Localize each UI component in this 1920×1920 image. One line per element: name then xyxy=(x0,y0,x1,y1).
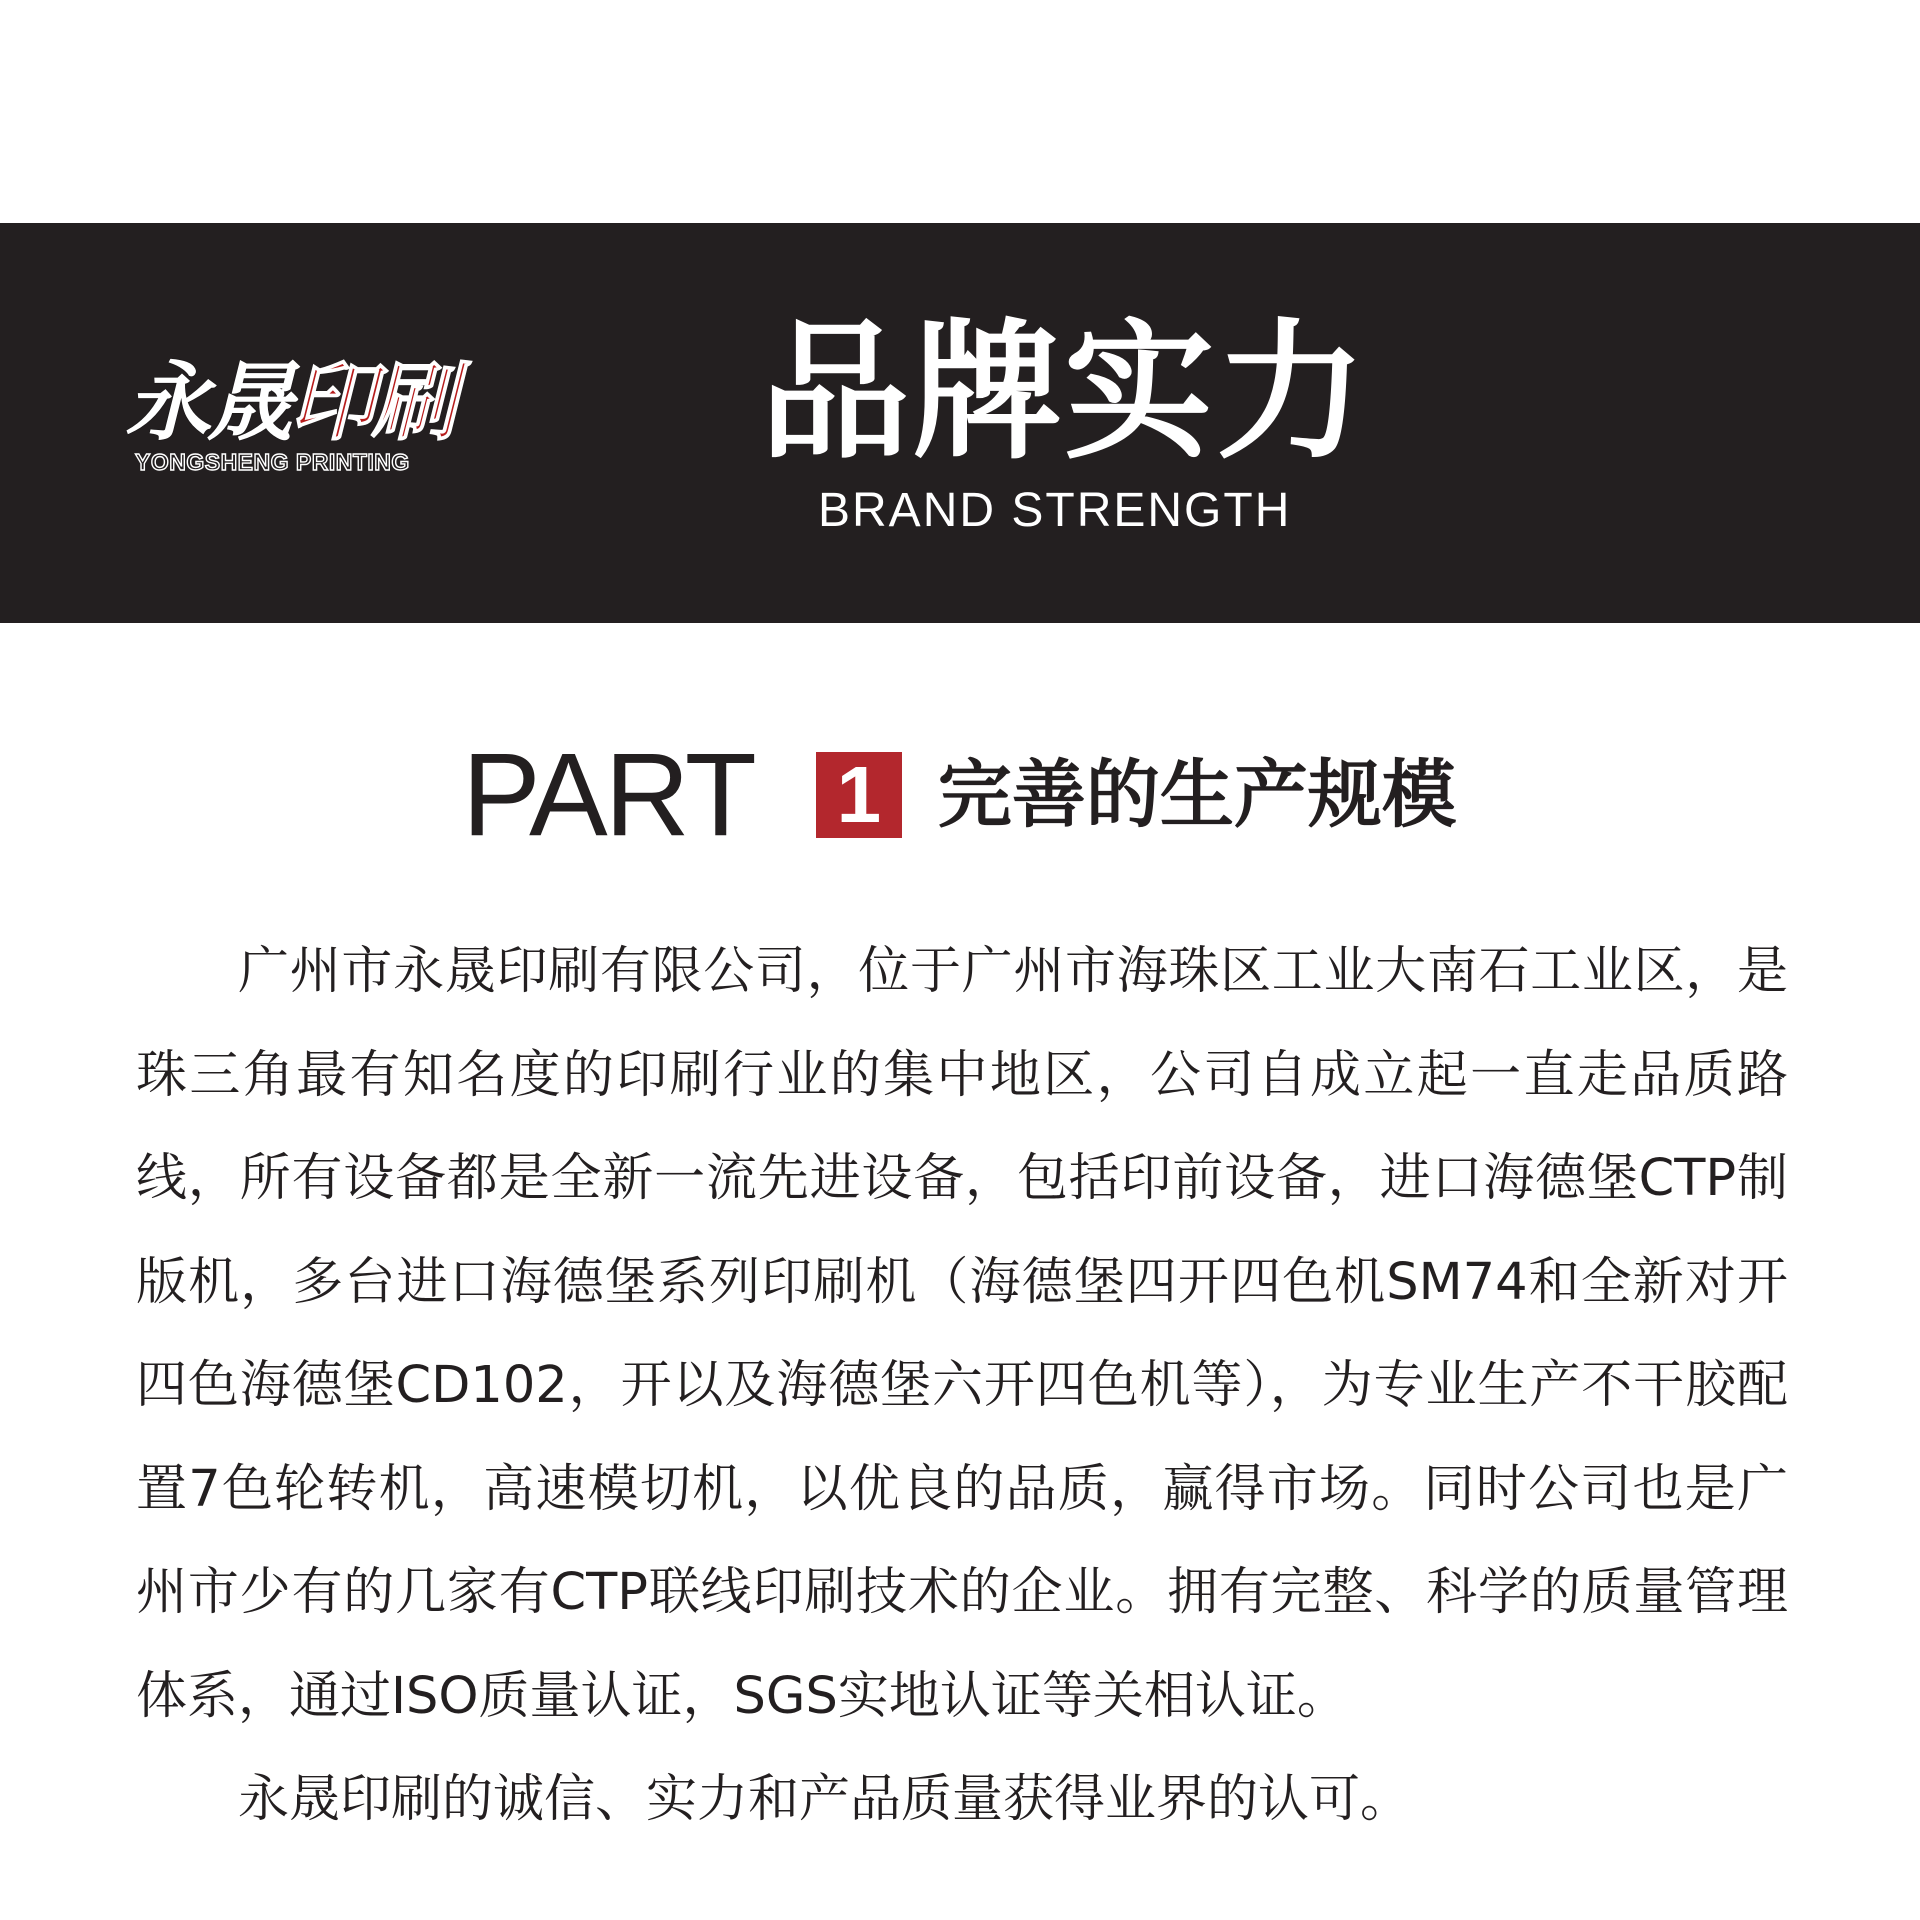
section-title: 完善的生产规模 xyxy=(937,752,1456,838)
part-label: PART xyxy=(462,729,754,861)
logo-chinese-name xyxy=(125,353,453,453)
company-logo xyxy=(125,353,505,493)
section-heading xyxy=(462,729,1456,861)
body-text xyxy=(136,920,1788,1852)
paragraph-company-intro: 广州市永晟印刷有限公司，位于广州市海珠区工业大南石工业区，是珠三角最有知名度的印刷行业的集中地区，公司自成立起一直走品质路线，所有设备都是全新一流先进设备，包括印前设备，进口海德堡CTP制版机，多台进口海德堡系列印刷机（海德堡四开四色机SM74和全新对开四色海德堡CD102，开以及海德堡六开四色机等），为专业生产不干胶配置7色轮转机，高速模切机，以优良的品质，赢得市场。同时公司也是广州市少有的几家有CTP联线印刷技术的企业。拥有完整、科学的质量管理体系，通过ISO质量认证，SGS实地认证等关相认证。 xyxy=(136,942,1788,1726)
paragraph-recognition: 永晟印刷的诚信、实力和产品质量获得业界的认可。 xyxy=(238,1770,1412,1829)
page-title: 品牌实力 xyxy=(760,306,1369,480)
header-banner xyxy=(0,223,1920,623)
page-subtitle: BRAND STRENGTH xyxy=(818,484,1292,537)
logo-english-name: YONGSHENG PRINTING xyxy=(135,449,410,475)
logo-cn-red: 印刷 xyxy=(289,352,453,453)
part-number-badge: 1 xyxy=(816,752,902,838)
logo-cn-white: 永晟 xyxy=(125,352,289,453)
